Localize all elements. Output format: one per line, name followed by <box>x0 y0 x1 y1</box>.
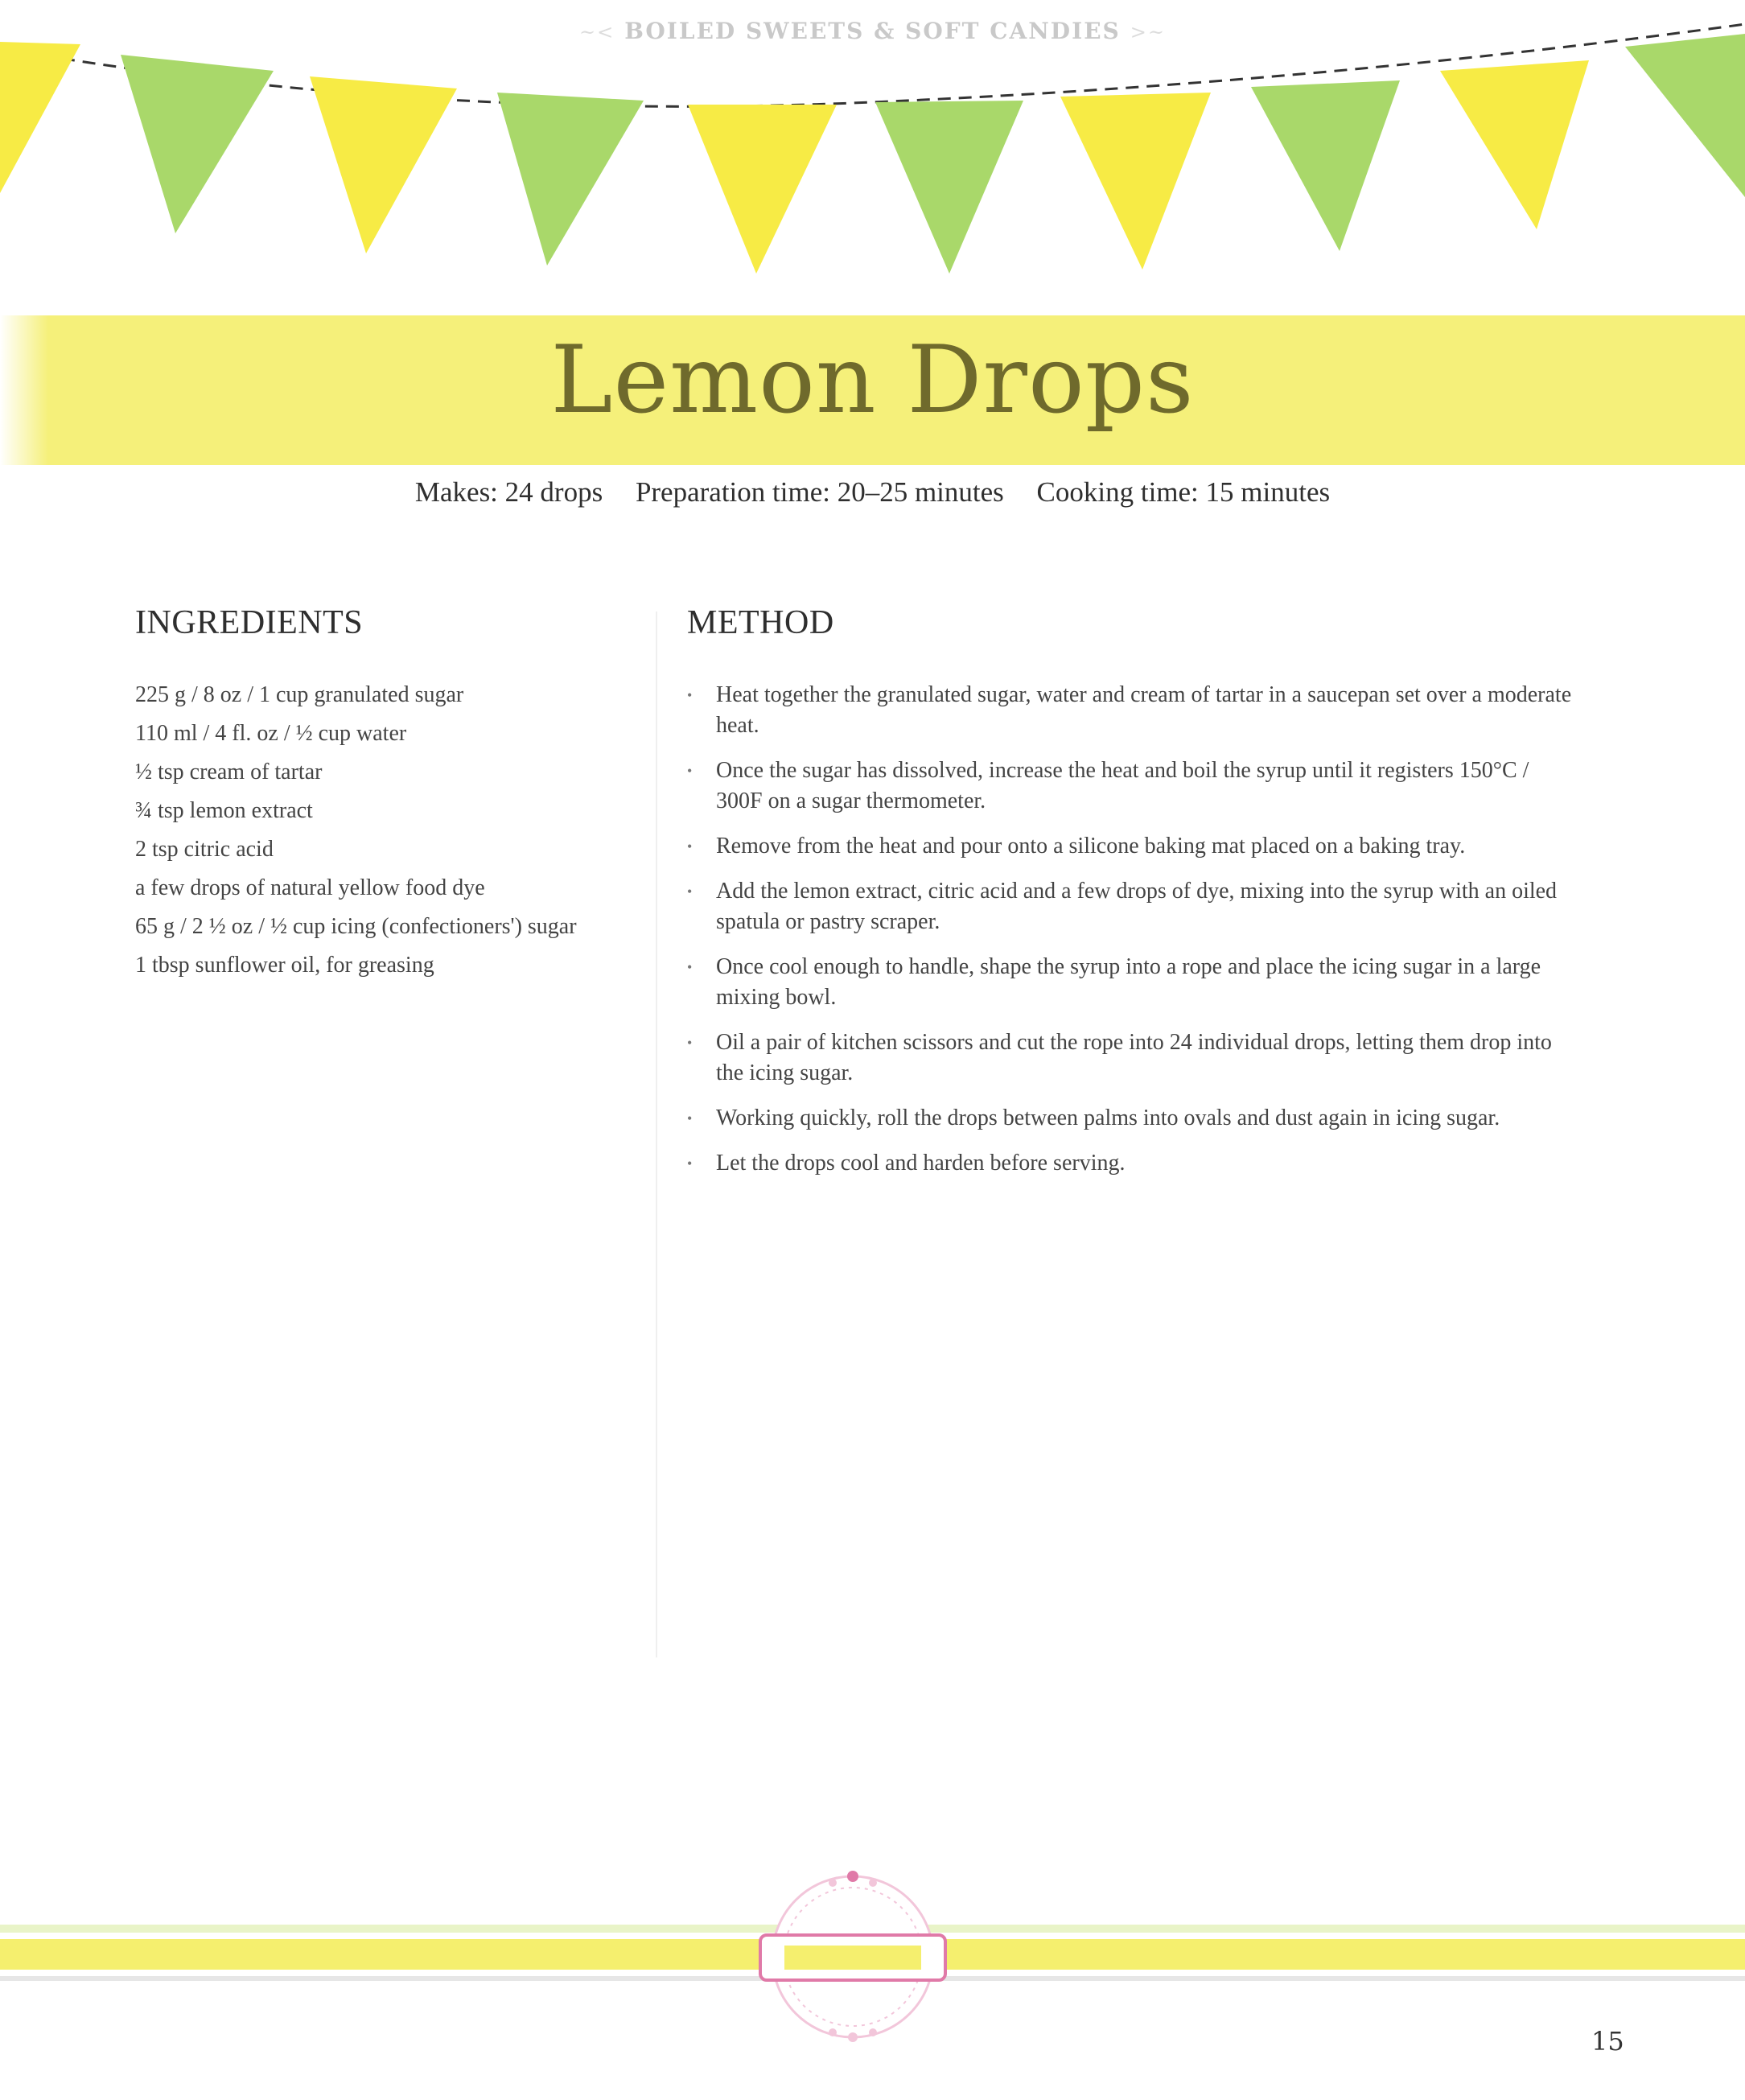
bullet-icon: • <box>687 1155 693 1171</box>
method-step <box>687 680 1580 741</box>
bullet-icon: • <box>687 687 693 703</box>
footer-decoration <box>0 1859 1745 2068</box>
recipe-meta <box>0 476 1745 509</box>
method-step-text: Heat together the granulated sugar, water and cream of tartar in a saucepan set over a moderate heat. <box>716 682 1572 738</box>
ingredient-item: 2 tsp citric acid <box>135 837 274 862</box>
bunting-flag <box>1251 80 1400 251</box>
bunting-flag <box>121 55 274 233</box>
bunting-flag <box>0 42 80 193</box>
method-step <box>687 1148 1580 1179</box>
ingredient-item: 65 g / 2 ½ oz / ½ cup icing (confectioners') sugar <box>135 914 577 939</box>
method-step <box>687 756 1580 817</box>
makes-info: Makes: 24 drops <box>414 476 603 508</box>
bunting-flag <box>1440 60 1589 229</box>
bunting-flag <box>688 105 837 274</box>
bullet-icon: • <box>687 883 693 900</box>
method-step-text: Once the sugar has dissolved, increase the heat and boil the syrup until it registers 150°C / 300F on a sugar thermometer. <box>716 758 1529 813</box>
method-step-text: Oil a pair of kitchen scissors and cut the rope into 24 individual drops, letting them drop into the icing sugar. <box>716 1030 1552 1085</box>
method-step <box>687 1027 1580 1089</box>
ingredients-list <box>135 680 634 989</box>
ingredient-item: a few drops of natural yellow food dye <box>135 875 485 900</box>
page-number: 15 <box>1591 2026 1624 2057</box>
candy-shop-badge-icon <box>760 1871 945 2042</box>
bunting-flag <box>1060 93 1211 270</box>
ingredient-item: ½ tsp cream of tartar <box>135 760 323 784</box>
section-label: BOILED SWEETS & SOFT CANDIES <box>624 18 1121 44</box>
method-heading: METHOD <box>687 604 834 641</box>
method-list <box>687 680 1580 1193</box>
prep-time-info: Preparation time: 20–25 minutes <box>635 476 1004 508</box>
bullet-icon: • <box>687 838 693 854</box>
ingredient-item: 1 tbsp sunflower oil, for greasing <box>135 953 434 978</box>
ingredients-heading: INGREDIENTS <box>135 604 364 641</box>
method-step <box>687 1103 1580 1134</box>
ingredient-item: ¾ tsp lemon extract <box>135 798 313 823</box>
method-step-text: Add the lemon extract, citric acid and a few drops of dye, mixing into the syrup with an oiled spatula or pastry scraper. <box>716 879 1558 934</box>
bunting-flag <box>1625 34 1745 197</box>
ingredient-item: 225 g / 8 oz / 1 cup granulated sugar <box>135 682 464 707</box>
method-step-text: Let the drops cool and harden before serving. <box>716 1151 1126 1176</box>
cook-time-info: Cooking time: 15 minutes <box>1036 476 1331 508</box>
right-flourish-icon: >~ <box>1130 21 1166 43</box>
bunting-flag <box>497 93 644 266</box>
method-step-text: Working quickly, roll the drops between palms into ovals and dust again in icing sugar. <box>716 1106 1500 1130</box>
bunting-garland-icon <box>0 0 1745 290</box>
method-step <box>687 952 1580 1013</box>
method-step-text: Remove from the heat and pour onto a silicone baking mat placed on a baking tray. <box>716 834 1466 859</box>
method-step-text: Once cool enough to handle, shape the syrup into a rope and place the icing sugar in a large mixing bowl. <box>716 954 1541 1010</box>
bullet-icon: • <box>687 959 693 975</box>
bullet-icon: • <box>687 1110 693 1126</box>
method-step <box>687 876 1580 937</box>
recipe-title: Lemon Drops <box>550 326 1195 434</box>
bunting-flag <box>875 101 1023 274</box>
ingredient-item: 110 ml / 4 fl. oz / ½ cup water <box>135 721 407 746</box>
method-step <box>687 831 1580 862</box>
bullet-icon: • <box>687 1035 693 1051</box>
bullet-icon: • <box>687 763 693 779</box>
left-flourish-icon: ~< <box>579 21 615 43</box>
column-divider <box>656 611 657 1657</box>
bunting-flag <box>310 76 457 253</box>
